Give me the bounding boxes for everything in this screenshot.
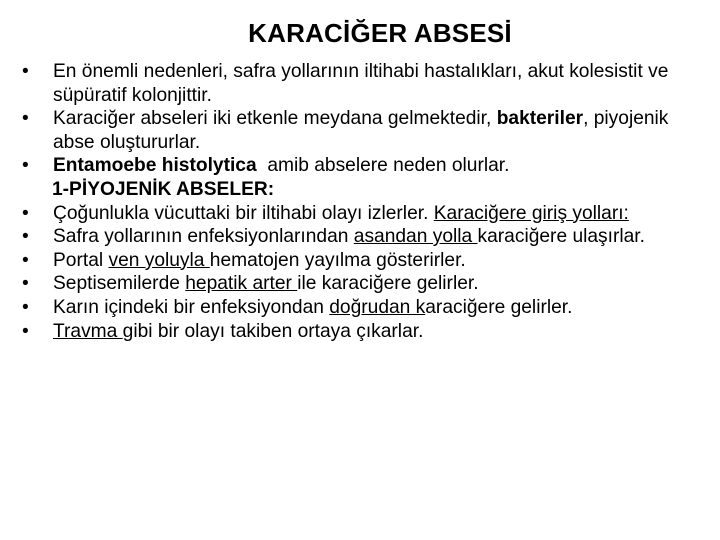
list-item: • Karın içindeki bir enfeksiyondan doğrudan karaciğere gelirler.	[22, 296, 573, 318]
bullet-icon: •	[22, 226, 29, 248]
slide-content	[22, 60, 702, 343]
bullet-icon: •	[22, 273, 29, 295]
list-item: • Portal ven yoluyla hematojen yayılma gösterirler.	[22, 249, 466, 271]
list-item: • Travma gibi bir olayı takiben ortaya çıkarlar.	[22, 320, 424, 342]
list-item: • Septisemilerde hepatik arter ile karaciğere gelirler.	[22, 273, 479, 295]
bullet-icon: •	[22, 108, 29, 130]
bullet-icon: •	[22, 320, 29, 342]
bullet-icon: •	[22, 249, 29, 271]
list-item: • Entamoebe histolytica amib abselere neden olurlar.	[22, 155, 510, 177]
bullet-icon: •	[22, 61, 29, 82]
list-item: • Çoğunlukla vücuttaki bir iltihabi olayı izlerler. Karaciğere giriş yolları:	[22, 202, 629, 224]
list-item: • En önemli nedenleri, safra yollarının iltihabi hastalıkları, akut kolesistit ve süpüratif kolonjittir.	[22, 61, 669, 106]
slide-title: KARACİĞER ABSESİ	[248, 18, 512, 48]
list-item: • Safra yollarının enfeksiyonlarından asandan yolla karaciğere ulaşırlar.	[22, 226, 645, 248]
bullet-icon: •	[22, 155, 29, 177]
list-item: • Karaciğer abseleri iki etkenle meydana gelmektedir, bakteriler, piyojenik abse oluştururlar.	[22, 108, 669, 153]
bullet-icon: •	[22, 296, 29, 318]
subheading: 1-PİYOJENİK ABSELER:	[52, 178, 275, 200]
bullet-icon: •	[22, 202, 29, 224]
